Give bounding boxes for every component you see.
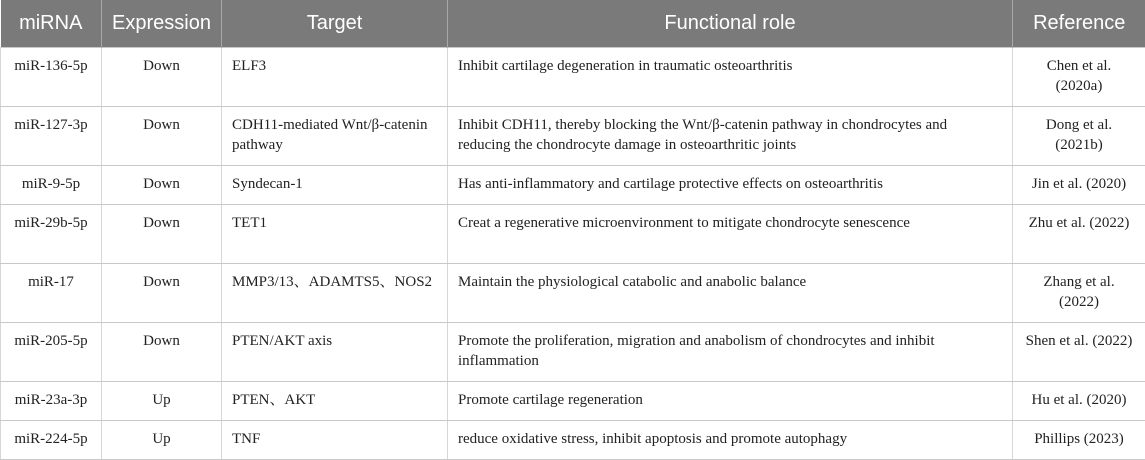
cell-target: Syndecan-1 (222, 165, 448, 204)
cell-expression: Down (102, 106, 222, 165)
cell-reference: Hu et al. (2020) (1013, 381, 1145, 420)
cell-expression: Down (102, 322, 222, 381)
cell-functional-role: Inhibit CDH11, thereby blocking the Wnt/β-catenin pathway in chondrocytes and reducing the chondrocyte damage in osteoarthritic joints (448, 106, 1013, 165)
cell-functional-role: Creat a regenerative microenvironment to mitigate chondrocyte senescence (448, 204, 1013, 263)
header-row (1, 0, 1145, 47)
cell-reference: Phillips (2023) (1013, 420, 1145, 459)
cell-target: MMP3/13、ADAMTS5、NOS2 (222, 263, 448, 322)
cell-mirna: miR-136-5p (1, 47, 102, 106)
cell-expression: Up (102, 381, 222, 420)
table-row (1, 420, 1145, 459)
cell-mirna: miR-23a-3p (1, 381, 102, 420)
cell-functional-role: Promote cartilage regeneration (448, 381, 1013, 420)
cell-functional-role: Promote the proliferation, migration and anabolism of chondrocytes and inhibit inflammation (448, 322, 1013, 381)
cell-target: CDH11-mediated Wnt/β-catenin pathway (222, 106, 448, 165)
cell-expression: Down (102, 263, 222, 322)
cell-functional-role: Maintain the physiological catabolic and anabolic balance (448, 263, 1013, 322)
cell-target: TET1 (222, 204, 448, 263)
cell-mirna: miR-205-5p (1, 322, 102, 381)
table-row (1, 47, 1145, 106)
cell-reference: Zhu et al. (2022) (1013, 204, 1145, 263)
cell-expression: Up (102, 420, 222, 459)
cell-reference: Chen et al. (2020a) (1013, 47, 1145, 106)
cell-reference: Shen et al. (2022) (1013, 322, 1145, 381)
header-expression: Expression (102, 0, 222, 47)
cell-mirna: miR-17 (1, 263, 102, 322)
table-row (1, 204, 1145, 263)
cell-mirna: miR-127-3p (1, 106, 102, 165)
table-row (1, 106, 1145, 165)
cell-target: ELF3 (222, 47, 448, 106)
table-row (1, 263, 1145, 322)
cell-functional-role: reduce oxidative stress, inhibit apoptosis and promote autophagy (448, 420, 1013, 459)
cell-mirna: miR-224-5p (1, 420, 102, 459)
header-target: Target (222, 0, 448, 47)
header-mirna: miRNA (1, 0, 102, 47)
cell-reference: Dong et al. (2021b) (1013, 106, 1145, 165)
table-row (1, 322, 1145, 381)
cell-expression: Down (102, 204, 222, 263)
cell-reference: Zhang et al. (2022) (1013, 263, 1145, 322)
header-reference: Reference (1013, 0, 1145, 47)
cell-mirna: miR-29b-5p (1, 204, 102, 263)
cell-functional-role: Inhibit cartilage degeneration in traumatic osteoarthritis (448, 47, 1013, 106)
cell-expression: Down (102, 47, 222, 106)
table-row (1, 165, 1145, 204)
cell-mirna: miR-9-5p (1, 165, 102, 204)
cell-target: PTEN、AKT (222, 381, 448, 420)
table-row (1, 381, 1145, 420)
cell-target: PTEN/AKT axis (222, 322, 448, 381)
header-functional-role: Functional role (448, 0, 1013, 47)
cell-reference: Jin et al. (2020) (1013, 165, 1145, 204)
cell-target: TNF (222, 420, 448, 459)
cell-expression: Down (102, 165, 222, 204)
cell-functional-role: Has anti-inflammatory and cartilage protective effects on osteoarthritis (448, 165, 1013, 204)
